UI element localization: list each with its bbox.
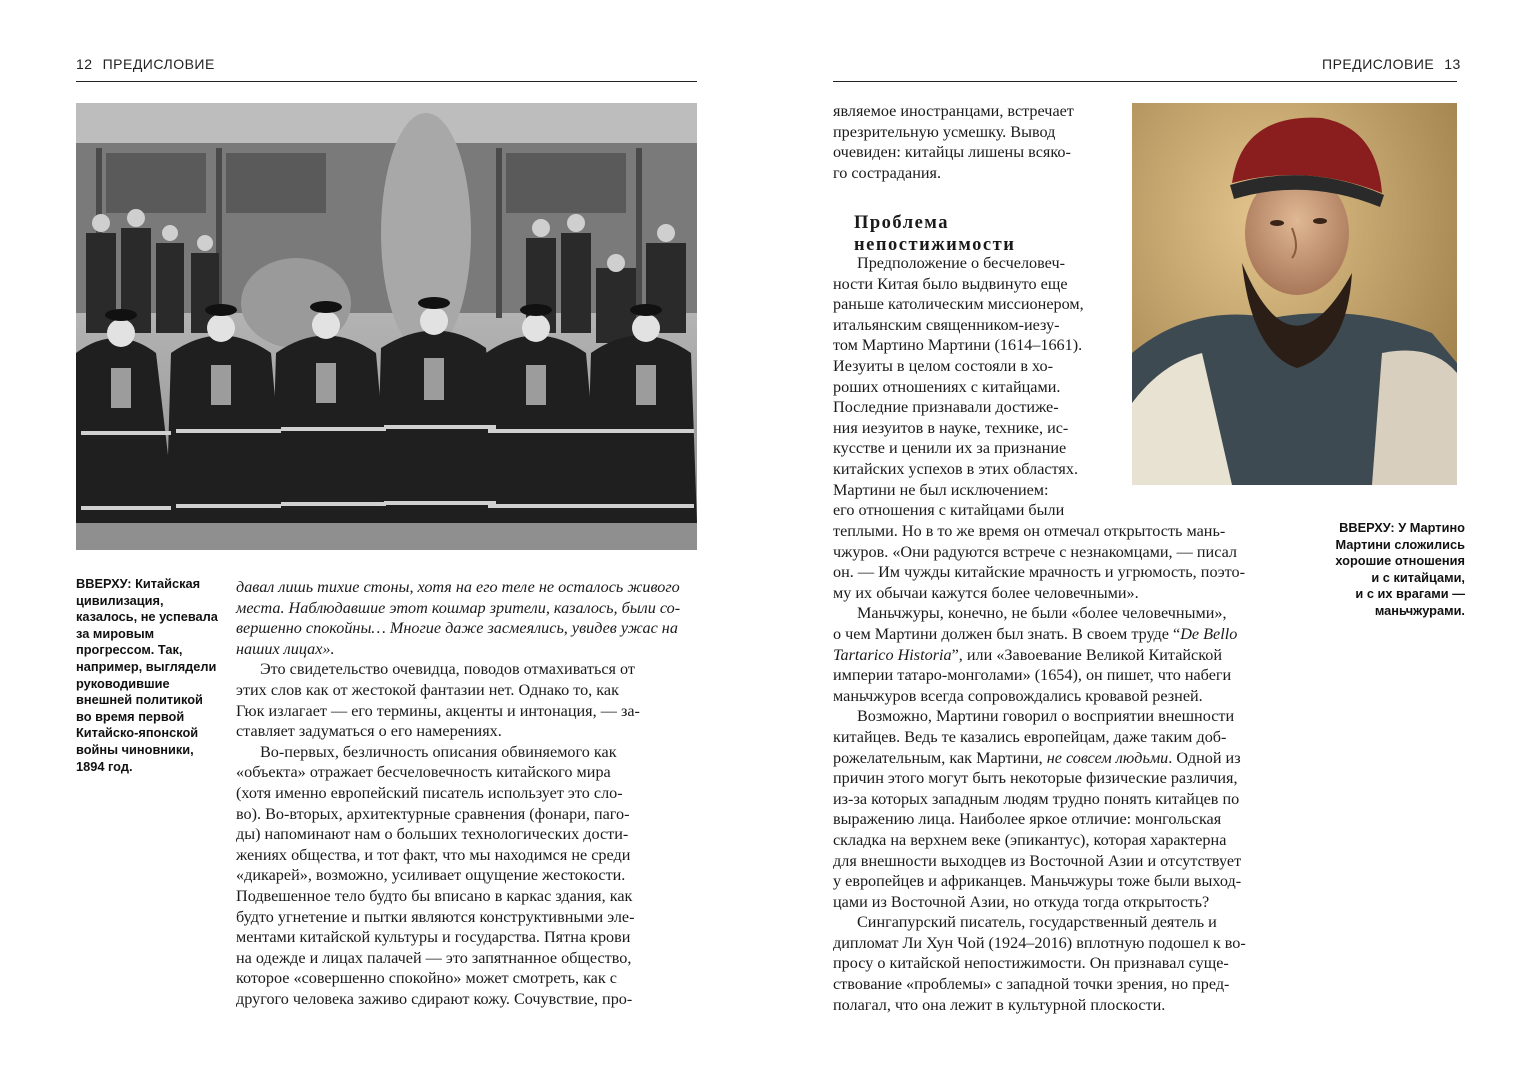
quote-line: вершенно спокойны… Многие даже засмеялись, увидев ужас на (236, 619, 678, 638)
right-para1-narrow (833, 253, 1111, 521)
body-line: Возможно, Мартини говорил о восприятии внешности (857, 707, 1235, 726)
quote-line: места. Наблюдавшие этот кошмар зрители, казалось, были со- (236, 598, 681, 617)
body-line: он. — Им чужды китайские мрачность и угрюмость, поэто- (833, 563, 1246, 582)
left-caption-line: 1894 год. (76, 758, 133, 774)
right-page (765, 0, 1530, 1080)
body-line: му их обычаи кажутся более человечными». (833, 583, 1139, 602)
body-line: у европейцев и африканцев. Маньчжуры тоже были выход- (833, 872, 1242, 891)
left-header-rule (76, 81, 697, 82)
body-line: цами из Восточной Азии, но откуда тогда открытость? (833, 892, 1210, 911)
body-line: «дикарей», возможно, усиливает ощущение жестокости. (236, 866, 626, 885)
body-line-part: рожелательным, как Мартини, (833, 748, 1047, 767)
body-line: кусстве и ценили их за признание (833, 439, 1067, 458)
body-line: империи татаро-монголами» (1654), он пишет, что набеги (833, 666, 1232, 685)
body-line: Сингапурский писатель, государственный деятель и (857, 913, 1217, 932)
right-caption-line: и с китайцами, (1371, 569, 1465, 585)
body-line: ды) напоминают нам о больших технологических дости- (236, 825, 629, 844)
body-line: раньше католическим миссионером, (833, 295, 1084, 314)
body-line (833, 645, 1295, 666)
body-line: жениях общества, и тот факт, что мы находимся не среди (236, 845, 631, 864)
body-line: которое «совершенно спокойно» может смотреть, как с (236, 969, 617, 988)
body-line: складка на верхнем веке (эпикантус), которая характерна (833, 830, 1227, 849)
right-caption-line: и с их врагами — (1355, 586, 1465, 602)
martini-portrait (1132, 103, 1457, 485)
body-line: (хотя именно европейский писатель использует это сло- (236, 783, 623, 802)
right-header-rule (833, 81, 1457, 82)
left-caption-line: за мировым (76, 625, 155, 641)
body-line: очевиден: китайцы лишены всяко- (833, 143, 1071, 162)
left-caption-line: Китайская (131, 576, 201, 591)
martini-portrait-image (1132, 103, 1457, 485)
right-caption-lead: ВВЕРХУ: (1339, 520, 1395, 535)
right-body-wide (833, 521, 1295, 1015)
right-caption-line: У Мартино (1394, 520, 1465, 535)
quote-line: наших лицах». (236, 639, 335, 658)
officials-photo (76, 103, 697, 550)
left-page-number: 12 (76, 56, 93, 72)
body-line-part: . Одной из (1168, 748, 1241, 767)
body-line: го сострадания. (833, 163, 942, 182)
body-line: Последние признавали достиже- (833, 398, 1059, 417)
section-subhead (854, 212, 1015, 256)
left-running-title: ПРЕДИСЛОВИЕ (102, 56, 215, 72)
body-line: полагал, что она лежит в культурной плоскости. (833, 995, 1166, 1014)
body-line: маньчжуров всегда сопровождались кровавой резней. (833, 686, 1203, 705)
right-page-number: 13 (1444, 56, 1461, 72)
quote-line: давал лишь тихие стоны, хотя на его теле не осталось живого (236, 578, 680, 596)
book-title-italic: De Bello (1180, 624, 1238, 643)
body-line: Гюк излагает — его термины, акценты и интонация, — за- (236, 701, 640, 720)
right-running-head (1322, 56, 1461, 72)
left-caption-line: Китайско-японской (76, 725, 199, 741)
subhead-line: непостижимости (854, 235, 1016, 255)
body-line: итальянским священником-иезу- (833, 315, 1060, 334)
body-line: теплыми. Но в то же время он отмечал открытость мань- (833, 522, 1226, 540)
body-line: китайцев. Ведь те казались европейцам, даже таким доб- (833, 727, 1227, 746)
body-line-part: о чем Мартини должен был знать. В своем труде “ (833, 624, 1181, 643)
body-line: чжуров. «Они радуются встрече с незнакомцами, — писал (833, 542, 1237, 561)
left-caption-line: например, выглядели (76, 658, 217, 674)
body-line: Подвешенное тело будто бы вписано в каркас здания, как (236, 886, 633, 905)
officials-photo-image (76, 103, 697, 550)
body-line: на одежде и лицах палачей — это запятнанное общество, (236, 948, 632, 967)
body-line: Иезуиты в целом состояли в хо- (833, 356, 1053, 375)
right-caption-line: маньчжурами. (1374, 602, 1465, 618)
left-running-head (76, 56, 215, 72)
body-line: ствование «проблемы» с западной точки зрения, но пред- (833, 975, 1230, 994)
body-line: ставляет задуматься о его намерениях. (236, 722, 502, 741)
body-line: презрительную усмешку. Вывод (833, 122, 1056, 141)
right-caption-line: Мартини сложились (1335, 536, 1465, 552)
subhead-line: Проблема (854, 213, 950, 233)
body-line: Маньчжуры, конечно, не были «более человечными», (857, 604, 1227, 623)
book-title-italic: Tartarico Historia (833, 645, 952, 664)
body-line: ния иезуитов в науке, технике, ис- (833, 418, 1069, 437)
body-line: том Мартино Мартини (1614–1661). (833, 336, 1083, 355)
left-body-text (236, 577, 697, 1009)
body-line: Мартини не был исключением: (833, 480, 1049, 499)
body-line: другого человека заживо сдирают кожу. Сочувствие, про- (236, 989, 633, 1008)
body-line: его отношения с китайцами были (833, 501, 1065, 520)
body-line (833, 624, 1295, 645)
body-line: для внешности выходцев из Восточной Азии и отсутствует (833, 851, 1242, 870)
body-line: «объекта» отражает бесчеловечность китайского мира (236, 763, 611, 782)
left-caption-lead: ВВЕРХУ: (76, 576, 132, 591)
left-caption-line: прогрессом. Так, (76, 642, 183, 658)
right-caption-line: хорошие отношения (1335, 553, 1465, 569)
left-caption-line: руководившие (76, 675, 170, 691)
body-line-part: ”, или «Завоевание Великой Китайской (951, 645, 1223, 664)
body-line: причин этого могут быть некоторые физические различия, (833, 769, 1238, 788)
right-top-text (833, 101, 1103, 183)
body-line: являемое иностранцами, встречает (833, 102, 1074, 120)
body-line: ности Китая было выдвинуто еще (833, 274, 1068, 293)
body-line: будто угнетение и пытки являются конструктивными эле- (236, 907, 635, 926)
body-line: Это свидетельство очевидца, поводов отмахиваться от (260, 660, 635, 679)
body-line: роших отношениях с китайцами. (833, 377, 1061, 396)
body-line: китайских успехов в этих областях. (833, 459, 1079, 478)
body-line: дипломат Ли Хун Чой (1924–2016) вплотную подошел к во- (833, 933, 1246, 952)
left-caption-line: цивилизация, (76, 592, 164, 608)
right-photo-caption (1315, 520, 1465, 620)
left-caption-line: внешней политикой (76, 692, 203, 708)
body-line: из-за которых западным людям трудно понять китайцев по (833, 789, 1240, 808)
body-line (833, 748, 1295, 769)
body-line: Во-первых, безличность описания обвиняемого как (260, 742, 617, 761)
paragraph (236, 659, 697, 741)
left-photo-caption (76, 576, 226, 775)
left-caption-line: казалось, не успевала (76, 609, 218, 625)
body-line: выражению лица. Наиболее яркое отличие: монгольская (833, 810, 1222, 829)
paragraph (236, 742, 697, 1010)
right-running-title: ПРЕДИСЛОВИЕ (1322, 56, 1435, 72)
body-line: Предположение о бесчеловеч- (857, 254, 1065, 272)
body-line: просу о китайской непостижимости. Он признавал суще- (833, 954, 1229, 973)
quote-block (236, 577, 697, 659)
emphasis-italic: не совсем людьми (1046, 748, 1169, 767)
left-caption-line: войны чиновники, (76, 741, 194, 757)
body-line: этих слов как от жестокой фантазии нет. Однако то, как (236, 680, 619, 699)
body-line: ментами китайской культуры и государства. Пятна крови (236, 928, 631, 947)
left-caption-line: во время первой (76, 708, 185, 724)
body-line: во). Во-вторых, архитектурные сравнения (фонари, паго- (236, 804, 630, 823)
